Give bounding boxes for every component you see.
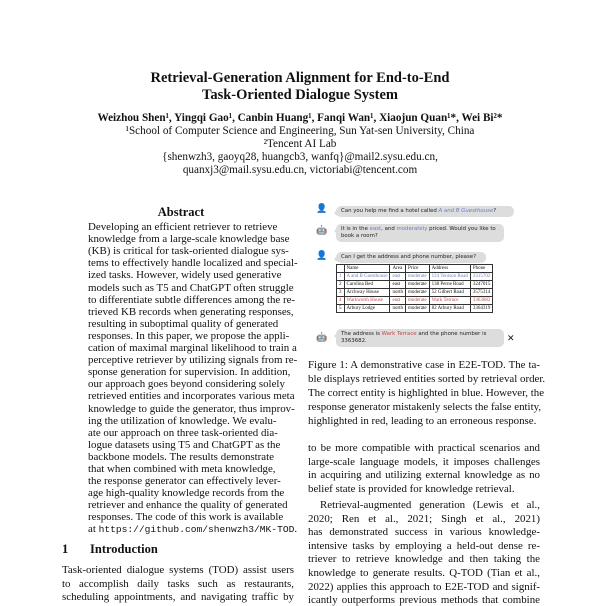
text: at [88,523,99,535]
table-cell: 5 [337,305,345,313]
text-line: our approach goes beyond considering solely [88,378,285,391]
table-cell: 1 [337,273,345,281]
table-cell: Warkworth House [344,297,390,305]
table-cell: Archway House [344,289,390,297]
column-header: Address [429,265,470,273]
section-number: 1 [62,542,69,556]
text-line: 2020; Ren et al., 2021; Singh et al., 2021) [308,512,540,525]
entity: east [369,226,382,232]
text-line: sponse generation for supervision. In addition, [88,366,291,379]
wrong-mark-icon: ✕ [507,333,515,343]
text-line: ate our approach on three task-oriented dia- [88,426,278,439]
table-cell: 124 Tenison Road [429,273,470,281]
table-cell: Carolina Bed [344,281,390,289]
robot-icon: 🤖 [316,332,328,342]
text-line: age high-quality knowledge records from the [88,487,285,500]
table-cell: A and B Guesthouse [344,273,390,281]
text: It is in the [341,226,370,232]
table-row [337,281,493,289]
dialogue-turn-user-2: Can I get the address and phone number, please? [336,252,486,263]
robot-icon: 🤖 [316,225,328,235]
column-header: Price [406,265,430,273]
kb-table [336,264,493,313]
table-header [337,265,493,273]
entity: A and B Guesthouse [438,208,494,214]
column-header: Area [390,265,406,273]
text-line: large-scale language models, it imposes challenges [308,455,540,468]
table-cell: moderate [406,297,430,305]
table-cell: east [390,273,406,281]
column-header [337,265,345,273]
text-line: Figure 1: A demonstrative case in E2E-TOD. The ta- [308,359,540,371]
text: ? [493,208,497,214]
table-cell: Wark Terrace [429,297,470,305]
text-line: the response generator can effectively lever- [88,475,281,488]
paper-title-line-2: Task-Oriented Dialogue System [201,87,399,103]
text-line: knowledge from a large-scale knowledge base [88,233,290,246]
text-line: 2022) applies this approach to E2E-TOD and signif- [308,580,540,593]
table-cell: 82 Arbury Road [429,305,470,313]
text-line: in acquiring and utilizing external knowledge as no [308,469,540,482]
table-cell: 3364319 [470,305,493,313]
table-cell: east [390,281,406,289]
column-header: Name [344,265,390,273]
table-row [337,305,493,313]
text: priced. Would you like to book a room? [341,226,496,239]
text-line: perceptive retriever by utilizing signals from re- [88,354,298,367]
authors: Weizhou Shen¹, Yingqi Gao¹, Canbin Huang¹, Fanqi Wan¹, Xiaojun Quan¹*, Wei Bi²* [97,112,503,124]
table-cell: 3363682 [470,297,493,305]
column-header: Phone [470,265,493,273]
text: Can you help me find a hotel called [341,208,439,214]
table-cell: 2 [337,281,345,289]
text-line: Retrieval-augmented generation (Lewis et al., [320,499,540,511]
table-cell: north [390,305,406,313]
text-line: ized tasks. However, widely used generative [88,269,282,282]
table-cell: 4 [337,297,345,305]
text-line: (KB) is critical for task-oriented dialogue sys- [88,245,289,258]
text-line: highlighted in red, leading to an erroneous response. [308,415,537,428]
text-line: cation of maximal marginal likelihood to train a [88,342,297,354]
table-cell: north [390,289,406,297]
table-cell: moderate [406,273,430,281]
user-icon: 👤 [316,203,328,213]
emails-1: {shenwzh3, gaoyq28, huangcb3, wanfq}@mail2.sysu.edu.cn, [162,151,438,163]
text-line: icantly outperforms previous methods that combine [308,594,540,606]
table-cell: 3 [337,289,345,297]
abstract-last-line [88,523,298,536]
text: . [294,523,298,535]
dialogue-turn-user-1 [336,206,514,217]
text-line: scheduling appointments, and navigating traffic by [62,591,294,604]
text-line: responses. In this paper, we propose the appli- [88,329,290,342]
table-cell: moderate [406,281,430,289]
text-line: knowledge to generate results. Q-TOD (Tian et al., [308,567,540,579]
emails-2: quanxj3@mail.sysu.edu.cn, victoriabi@tencent.com [182,164,418,176]
table-cell: moderate [406,305,430,313]
text: , and [381,226,397,232]
text-line: models such as T5 and ChatGPT often struggle [88,281,294,294]
dialogue-turn-system-1 [336,224,504,242]
table-cell: 138 Perne Road [429,281,470,289]
text-line: responses. The code of this work is available [88,511,284,524]
affiliation-1: ¹School of Computer Science and Engineering, Sun Yat-sen University, China [125,125,475,137]
text-line: Task-oriented dialogue systems (TOD) assist users [62,564,294,576]
text-line: to differentiate subtle differences among the re- [88,293,296,306]
text-line: retriever and enhance the quality of generated [88,499,288,512]
code-link[interactable]: https://github.com/shenwzh3/MK-TOD [98,524,295,535]
table-row [337,289,493,297]
text: and the phone number is 3363682. [341,331,487,344]
text-line: belief state is provided for knowledge retrieval. [308,483,515,496]
user-icon: 👤 [316,250,328,260]
table-cell: Arbury Lodge [344,305,390,313]
text-line: triever to retrieve knowledge and then taking the [308,553,540,566]
text: The address is [341,331,382,337]
text-line: to accomplish daily tasks such as restaurants, [62,577,294,590]
dialogue-turn-system-2 [336,329,504,347]
affiliation-2: ²Tencent AI Lab [263,138,337,150]
text-line: logue datasets using T5 and ChatGPT as the [88,438,281,451]
text-line: Developing an efficient retriever to retrieve [88,221,278,233]
entity: Wark Terrace [381,331,417,337]
text-line: ble displays retrieved entities sorted by retrieval order. [308,373,546,386]
text-line: backbone models. The results demonstrate [88,450,274,463]
table-row [337,297,493,305]
text-line: The correct entity is highlighted in blue. However, the [308,387,545,400]
text-line: has demonstrated success in various knowledge- [308,526,540,539]
text-line: knowledge to guide the generator, thus improv- [88,402,295,415]
table-row [337,273,493,281]
paper-title-line-1: Retrieval-Generation Alignment for End-to-End [150,70,450,86]
text-line: tems to effectively handle localized and special- [88,257,298,270]
table-cell: east [390,297,406,305]
text-line: response generator mistakenly selects the false entity, [308,401,542,414]
table-cell: 3315702 [470,273,493,281]
table-cell: moderate [406,289,430,297]
text-line: ing the utilization of knowledge. We evalu- [88,414,277,427]
abstract-heading: Abstract [157,205,205,219]
table-cell: 52 Gilbert Road [429,289,470,297]
table-cell: 3575314 [470,289,493,297]
text-line: intensive tasks by employing a held-out dense re- [308,539,540,552]
section-heading: Introduction [90,542,158,556]
text-line: trieved KB records when generating responses, [88,305,294,318]
text-line: resulting in suboptimal quality of generated [88,317,279,330]
table-cell: 3247015 [470,281,493,289]
text-line: to be more compatible with practical scenarios and [308,442,540,454]
entity: moderately [396,226,428,232]
text-line: retrieved entities and incorporates various meta [88,390,295,403]
text-line: that when combined with meta knowledge, [88,463,276,475]
